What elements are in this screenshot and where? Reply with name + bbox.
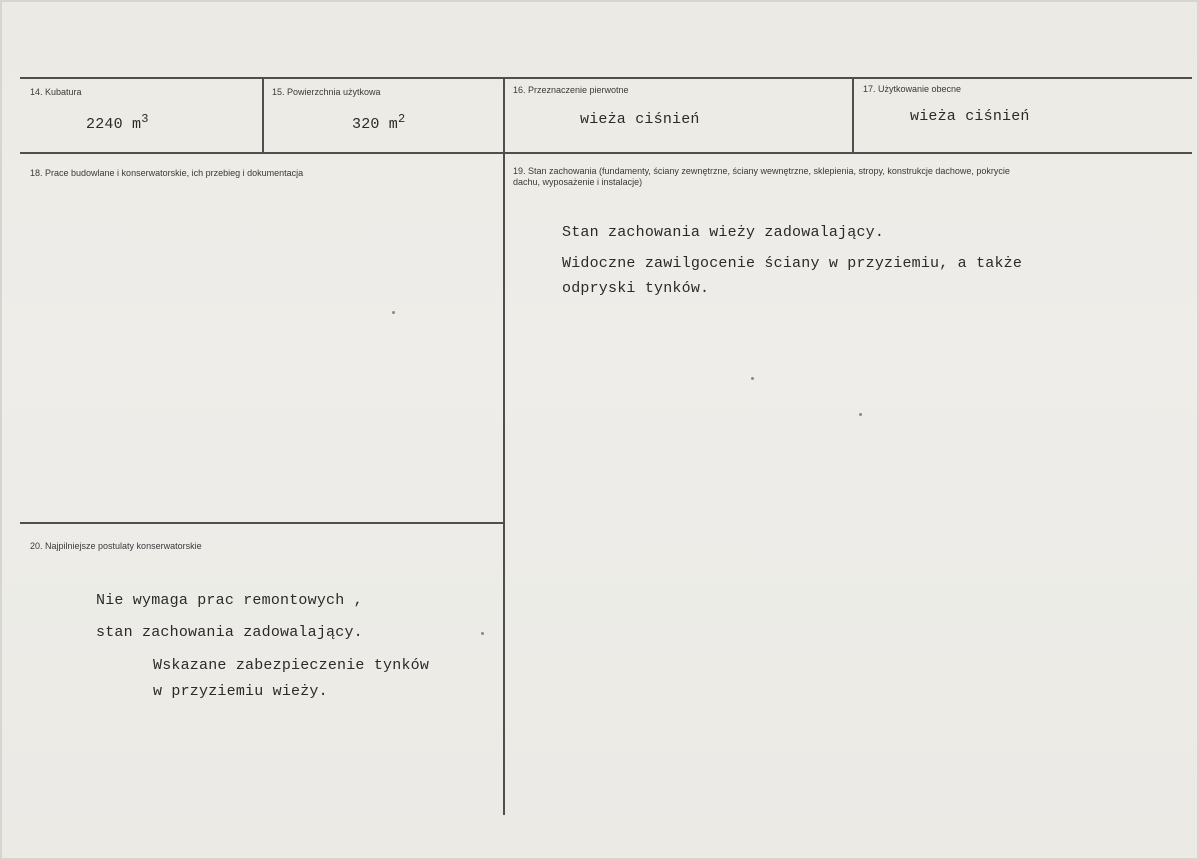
field-15-label: 15. Powierzchnia użytkowa xyxy=(272,87,381,97)
divider-14-15 xyxy=(262,78,264,152)
middle-rule xyxy=(20,152,1192,154)
field-14-value xyxy=(86,112,149,133)
section-20-rule xyxy=(20,522,503,524)
kubatura-value: 2240 m xyxy=(86,116,142,133)
field-18-label: 18. Prace budowlane i konserwatorskie, ich przebieg i dokumentacja xyxy=(30,168,304,178)
field-17-value: wieża ciśnień xyxy=(910,108,1030,125)
main-column-divider xyxy=(503,153,505,815)
paper-speck xyxy=(481,632,484,635)
powierzchnia-value: 320 m xyxy=(352,116,399,133)
powierzchnia-unit-exponent: 2 xyxy=(398,112,406,126)
field-20-line-3: Wskazane zabezpieczenie tynków xyxy=(153,657,430,674)
field-20-line-4: w przyziemiu wieży. xyxy=(153,683,328,700)
field-16-label: 16. Przeznaczenie pierwotne xyxy=(513,85,629,95)
paper-speck xyxy=(392,311,395,314)
field-14-label: 14. Kubatura xyxy=(30,87,82,97)
field-17-label: 17. Użytkowanie obecne xyxy=(863,84,962,94)
field-19-line-2: Widoczne zawilgocenie ściany w przyziemiu, a także xyxy=(562,255,1023,272)
field-19-label: 19. Stan zachowania (fundamenty, ściany zewnętrzne, ściany wewnętrzne, sklepienia, stropy, konstrukcje dachowe, pokrycie dachu, wyposażenie i instalacje) xyxy=(513,166,1010,187)
field-16-value: wieża ciśnień xyxy=(580,111,700,128)
top-rule xyxy=(20,77,1192,79)
kubatura-unit-exponent: 3 xyxy=(141,112,149,126)
field-15-value xyxy=(352,112,406,133)
field-19-line-3: odpryski tynków. xyxy=(562,280,710,297)
field-19-line-1: Stan zachowania wieży zadowalający. xyxy=(562,224,885,241)
paper-speck xyxy=(859,413,862,416)
field-20-label: 20. Najpilniejsze postulaty konserwatorskie xyxy=(30,541,202,551)
divider-15-16 xyxy=(503,78,505,152)
field-20-line-1: Nie wymaga prac remontowych , xyxy=(96,592,363,609)
paper-speck xyxy=(751,377,754,380)
divider-16-17 xyxy=(852,78,854,152)
field-20-line-2: stan zachowania zadowalający. xyxy=(96,624,363,641)
